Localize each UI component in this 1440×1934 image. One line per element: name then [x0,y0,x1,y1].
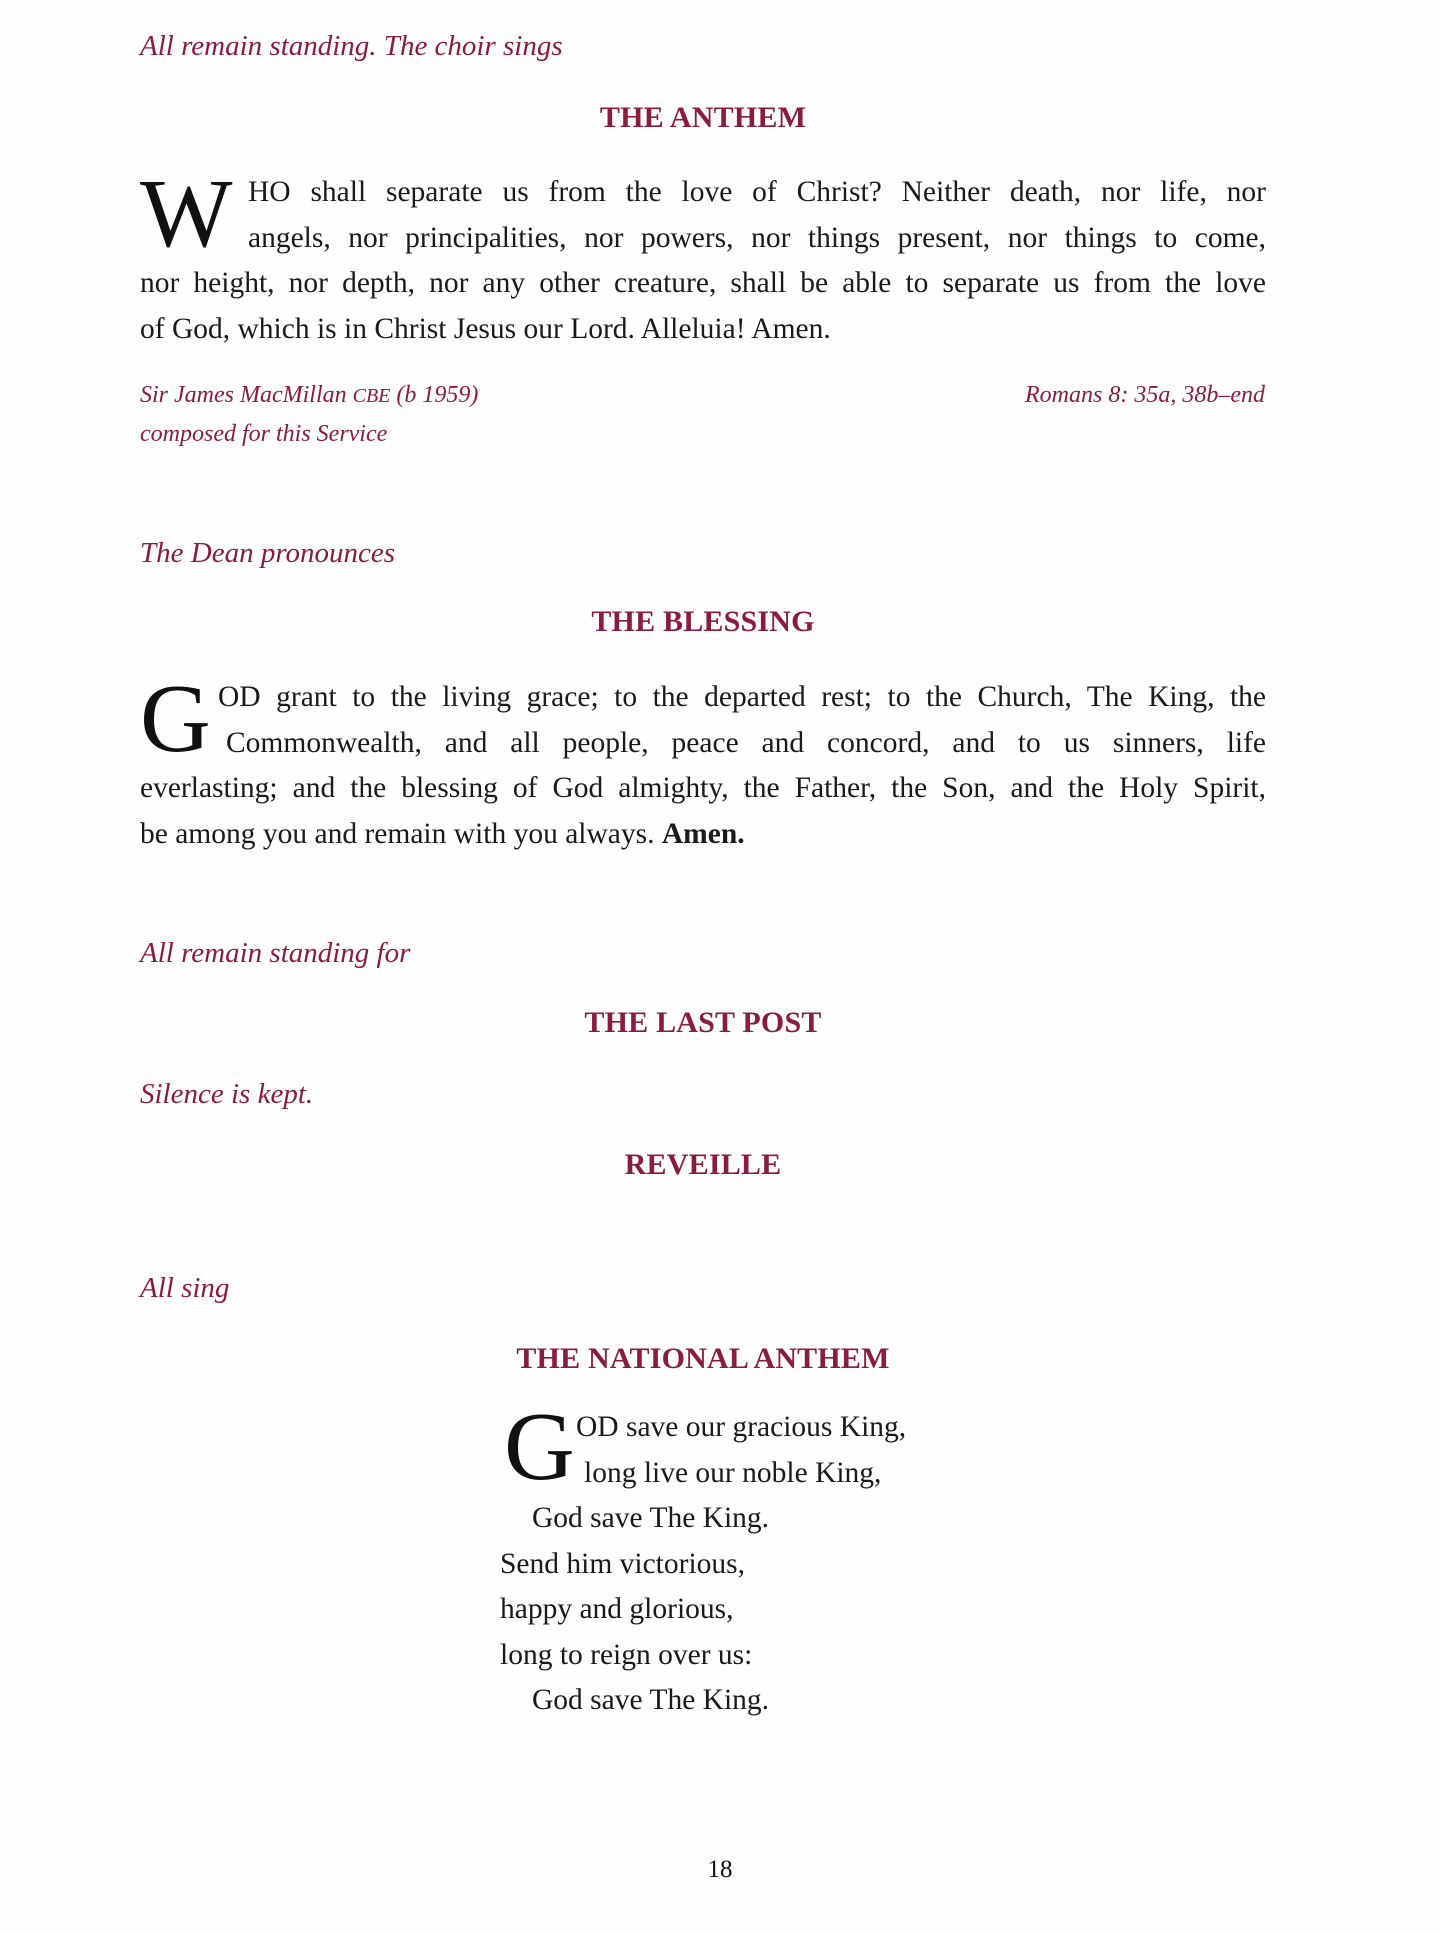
anthem-text [140,160,1266,352]
reveille-heading: REVEILLE [624,1148,782,1181]
blessing-last-text: be among you and remain with you always. [140,817,655,850]
blessing-text [140,665,1266,857]
blessing-line: everlasting; and the blessing of God almighty, the Father, the Son, and the Holy Spirit, [140,772,1266,804]
blessing-heading: THE BLESSING [591,605,815,638]
verse-line: God save The King. [532,1684,770,1716]
anthem-line: HO shall separate us from the love of Christ? Neither death, nor life, nor [248,176,1266,208]
national-anthem-rubric: All sing [140,1272,230,1304]
blessing-line: Commonwealth, and all people, peace and concord, and to us sinners, life [226,726,1266,759]
blessing-line: OD grant to the living grace; to the departed rest; to the Church, The King, the [218,681,1266,713]
composer-honour: CBE [352,385,391,407]
verse-line: Send him victorious, [500,1547,746,1580]
national-anthem-verse [500,1393,1000,1724]
anthem-scripture-ref: Romans 8: 35a, 38b–end [1025,382,1265,408]
national-anthem-drop-cap: G [504,1393,575,1501]
anthem-line: of God, which is in Christ Jesus our Lord. Alleluia! Amen. [140,312,831,345]
anthem-drop-cap: W [140,160,233,268]
blessing-amen: Amen. [661,817,745,850]
blessing-rubric: The Dean pronounces [140,537,396,569]
composer-name: Sir James MacMillan [140,382,347,408]
verse-line: happy and glorious, [500,1593,734,1625]
anthem-composer [140,382,478,409]
verse-line: OD save our gracious King, [576,1411,907,1443]
last-post-rubric: All remain standing for [140,937,411,969]
anthem-line: angels, nor principalities, nor powers, nor things present, nor things to come, [248,221,1266,254]
verse-line: long to reign over us: [500,1638,753,1671]
verse-line: long live our noble King, [584,1456,882,1489]
blessing-line-last [140,812,1266,858]
national-anthem-heading: THE NATIONAL ANTHEM [516,1342,890,1375]
anthem-line: nor height, nor depth, nor any other creature, shall be able to separate us from the love [140,267,1266,299]
anthem-composed-note: composed for this Service [140,421,388,447]
blessing-drop-cap: G [140,665,211,773]
anthem-rubric: All remain standing. The choir sings [140,30,563,62]
page-number: 18 [707,1856,733,1883]
composer-dates: (b 1959) [396,382,479,408]
anthem-heading: THE ANTHEM [599,101,807,134]
reveille-rubric: Silence is kept. [140,1078,314,1110]
verse-line: God save The King. [532,1502,770,1534]
last-post-heading: THE LAST POST [584,1006,822,1039]
